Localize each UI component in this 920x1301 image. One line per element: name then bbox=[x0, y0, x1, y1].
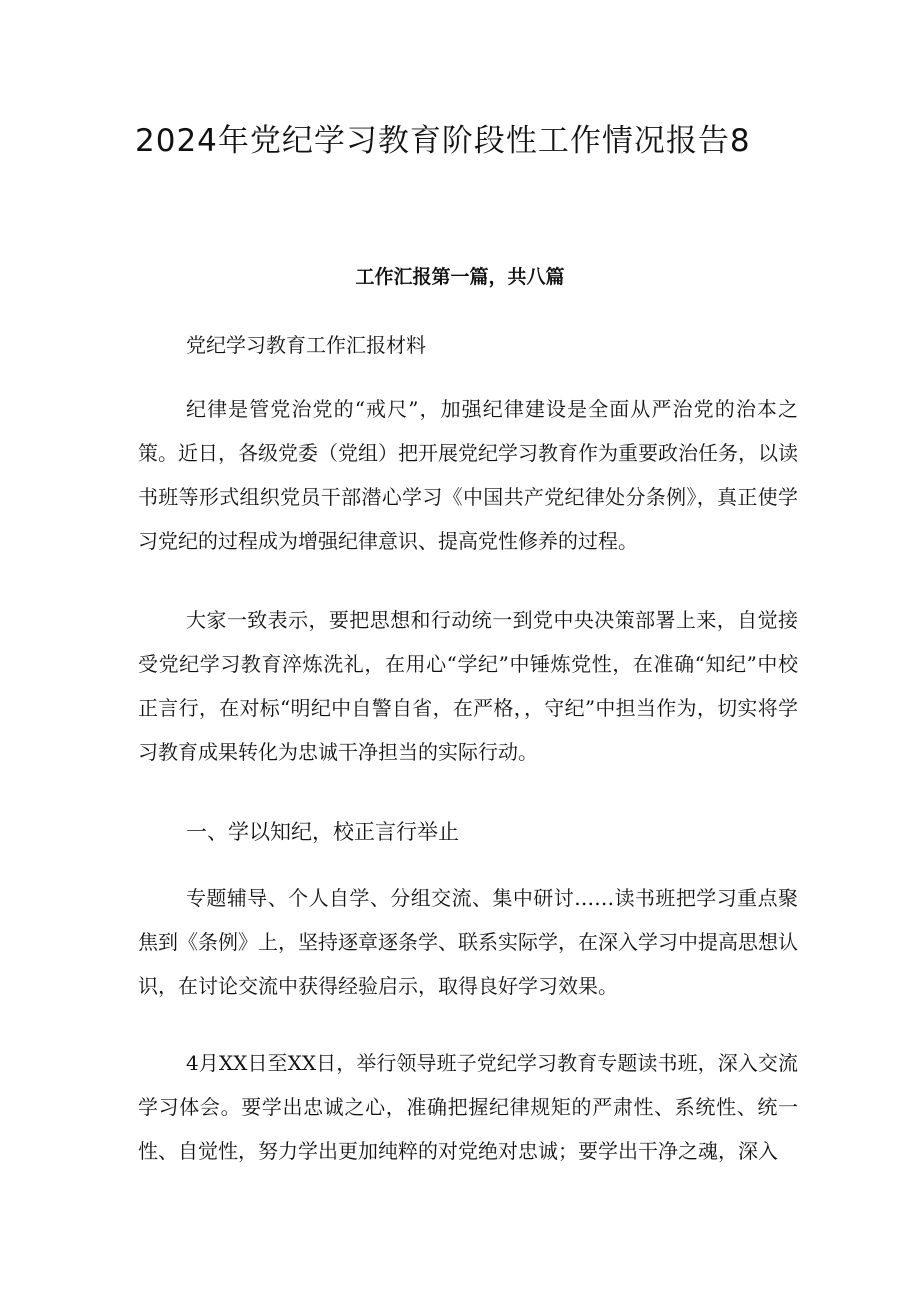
paragraph-1: 纪律是管党治党的“戒尺”，加强纪律建设是全面从严治党的治本之策。近日，各级党委（党组）把开展党纪学习教育作为重要政治任务，以读书班等形式组织党员干部潜心学习《中国共产党纪律处分条例》，真正使学习党纪的过程成为增强纪律意识、提高党性修养的过程。 bbox=[138, 397, 798, 553]
paragraph-2: 大家一致表示，要把思想和行动统一到党中央决策部署上来，自觉接受党纪学习教育淬炼洗礼，在用心“学纪”中锤炼党性，在准确“知纪”中校正言行，在对标“明纪中自警自省，在严格，，守纪”中担当作为，切实将学习教育成果转化为忠诚干净担当的实际行动。 bbox=[138, 608, 798, 764]
document-title: 2024年党纪学习教育阶段性工作情况报告8 bbox=[135, 123, 751, 159]
paragraph-3: 专题辅导、个人自学、分组交流、集中研讨……读书班把学习重点聚焦到《条例》上，坚持逐章逐条学、联系实际学，在深入学习中提高思想认识，在讨论交流中获得经验启示，取得良好学习效果。 bbox=[138, 886, 798, 998]
section-header: 工作汇报第一篇，共八篇 bbox=[355, 266, 565, 288]
heading-1: 一、学以知纪，校正言行举止 bbox=[186, 820, 459, 844]
paragraph-4: 4月XX日至XX日，举行领导班子党纪学习教育专题读书班，深入交流学习体会。要学出忠诚之心，准确把握纪律规矩的严肃性、系统性、统一性、自觉性，努力学出更加纯粹的对党绝对忠诚；要学出干净之魂，深入 bbox=[138, 1051, 798, 1163]
document-subtitle: 党纪学习教育工作汇报材料 bbox=[186, 333, 426, 357]
